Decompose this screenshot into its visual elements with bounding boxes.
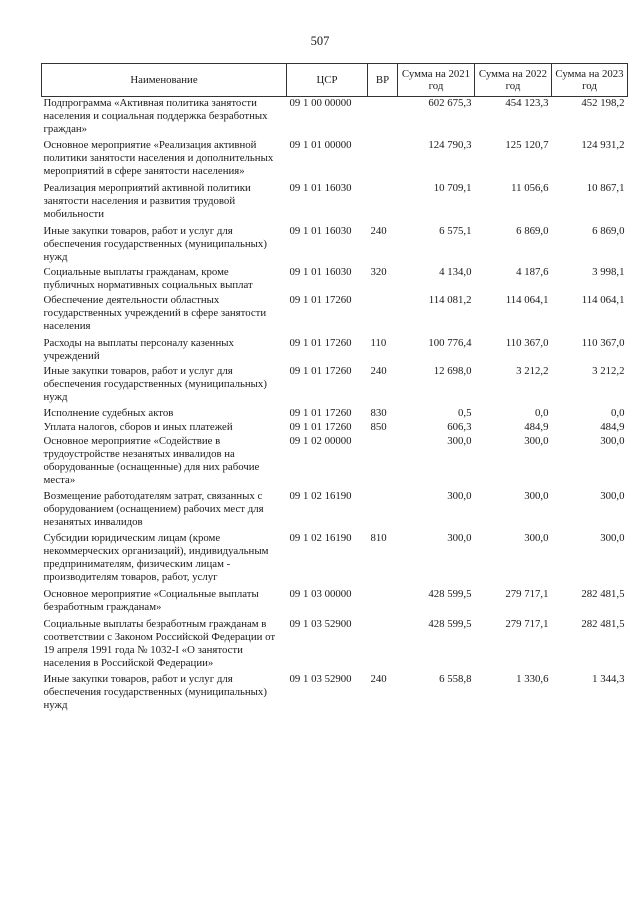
row-vr — [368, 588, 398, 618]
table-row — [42, 435, 628, 490]
row-amount-2022: 6 869,0 — [516, 225, 549, 237]
row-amount-2021: 114 081,2 — [428, 294, 472, 306]
row-amount-2023: 6 869,0 — [592, 225, 625, 237]
row-vr — [368, 490, 398, 532]
row-amount-2021: 12 698,0 — [433, 365, 472, 377]
table-row — [42, 97, 628, 140]
row-code: 09 1 00 00000 — [289, 97, 352, 109]
table-row — [42, 532, 628, 588]
row-code: 09 1 02 16190 — [289, 532, 352, 544]
row-name: Субсидии юридическим лицам (кроме некоммерческих организаций), индивидуальным предпринимателям, физическим лицам - производителям товаров, работ, услуг — [43, 532, 269, 583]
row-code: 09 1 01 17260 — [289, 407, 352, 419]
table-row — [42, 588, 628, 618]
row-vr — [368, 618, 398, 673]
row-amount-2023: 452 198,2 — [581, 97, 625, 109]
row-name: Возмещение работодателям затрат, связанных с оборудованием (оснащением) рабочих мест для незанятых инвалидов — [43, 490, 264, 528]
row-code: 09 1 01 16030 — [289, 182, 352, 194]
row-vr: 850 — [370, 421, 387, 433]
table-row — [42, 337, 628, 365]
row-amount-2021: 300,0 — [447, 435, 472, 447]
row-vr: 110 — [370, 337, 387, 349]
row-vr — [368, 97, 398, 140]
table-row — [42, 618, 628, 673]
row-amount-2021: 10 709,1 — [433, 182, 472, 194]
row-amount-2022: 0,0 — [535, 407, 549, 419]
row-amount-2022: 300,0 — [524, 490, 549, 502]
table-row — [42, 365, 628, 407]
row-amount-2023: 3 998,1 — [592, 266, 625, 278]
row-amount-2022: 11 056,6 — [511, 182, 549, 194]
row-code: 09 1 03 52900 — [289, 618, 352, 630]
row-code: 09 1 01 17260 — [289, 337, 352, 349]
row-amount-2022: 110 367,0 — [505, 337, 549, 349]
table-row — [42, 407, 628, 421]
row-name: Социальные выплаты безработным гражданам в соответствии с Законом Российской Федерации от 19 апреля 1991 года № 1032-I «О занятости населения в Российской Федерации» — [43, 618, 276, 669]
row-name: Иные закупки товаров, работ и услуг для обеспечения государственных (муниципальных) нужд — [43, 673, 267, 711]
row-amount-2021: 606,3 — [447, 421, 472, 433]
row-name: Расходы на выплаты персоналу казенных учреждений — [43, 337, 234, 362]
row-vr: 240 — [370, 673, 387, 685]
row-name: Иные закупки товаров, работ и услуг для обеспечения государственных (муниципальных) нужд — [43, 365, 267, 403]
row-amount-2023: 1 344,3 — [592, 673, 625, 685]
row-amount-2023: 484,9 — [600, 421, 625, 433]
row-code: 09 1 01 17260 — [289, 294, 352, 306]
row-amount-2021: 0,5 — [458, 407, 472, 419]
row-name: Основное мероприятие «Реализация активной политики занятости населения и дополнительных мероприятий в сфере занятости населения» — [43, 139, 274, 177]
row-amount-2021: 6 558,8 — [439, 673, 472, 685]
row-amount-2023: 110 367,0 — [581, 337, 625, 349]
row-amount-2021: 300,0 — [447, 532, 472, 544]
column-header-vr: ВР — [368, 64, 398, 97]
row-amount-2021: 428 599,5 — [428, 618, 472, 630]
column-header-2021: Сумма на 2021 год — [398, 64, 475, 97]
row-amount-2022: 279 717,1 — [505, 588, 549, 600]
row-name: Социальные выплаты гражданам, кроме публичных нормативных социальных выплат — [43, 266, 253, 291]
row-vr: 830 — [370, 407, 387, 419]
column-header-2022: Сумма на 2022 год — [475, 64, 552, 97]
row-amount-2021: 124 790,3 — [428, 139, 472, 151]
row-vr: 320 — [370, 266, 387, 278]
row-amount-2023: 10 867,1 — [586, 182, 625, 194]
row-amount-2023: 282 481,5 — [581, 618, 625, 630]
row-code: 09 1 02 16190 — [289, 490, 352, 502]
row-name: Основное мероприятие «Содействие в трудоустройстве незанятых инвалидов на оборудованные (оснащенные) для них рабочие места» — [43, 435, 260, 486]
table-row — [42, 225, 628, 266]
row-amount-2023: 114 064,1 — [581, 294, 625, 306]
row-code: 09 1 02 00000 — [289, 435, 352, 447]
table-row — [42, 266, 628, 294]
row-name: Уплата налогов, сборов и иных платежей — [43, 421, 233, 433]
row-amount-2022: 484,9 — [524, 421, 549, 433]
table-row — [42, 673, 628, 714]
row-amount-2021: 4 134,0 — [439, 266, 472, 278]
table-row — [42, 421, 628, 435]
row-amount-2023: 0,0 — [611, 407, 625, 419]
row-code: 09 1 01 16030 — [289, 266, 352, 278]
row-vr: 240 — [370, 225, 387, 237]
row-vr — [368, 182, 398, 225]
row-amount-2023: 3 212,2 — [592, 365, 625, 377]
row-amount-2022: 125 120,7 — [505, 139, 549, 151]
column-header-2023: Сумма на 2023 год — [552, 64, 628, 97]
row-vr: 240 — [370, 365, 387, 377]
row-amount-2022: 454 123,3 — [505, 97, 549, 109]
column-header-code: ЦСР — [287, 64, 368, 97]
row-amount-2023: 300,0 — [600, 435, 625, 447]
row-code: 09 1 01 16030 — [289, 225, 352, 237]
row-vr: 810 — [370, 532, 387, 544]
row-vr — [368, 435, 398, 490]
row-name: Основное мероприятие «Социальные выплаты безработным гражданам» — [43, 588, 259, 613]
row-amount-2023: 124 931,2 — [581, 139, 625, 151]
row-amount-2021: 6 575,1 — [439, 225, 472, 237]
row-code: 09 1 01 17260 — [289, 421, 352, 433]
row-amount-2022: 300,0 — [524, 532, 549, 544]
row-name: Обеспечение деятельности областных государственных учреждений в сфере занятости населения — [43, 294, 267, 332]
table-row — [42, 139, 628, 182]
column-header-name: Наименование — [42, 64, 287, 97]
row-code: 09 1 03 00000 — [289, 588, 352, 600]
row-code: 09 1 03 52900 — [289, 673, 352, 685]
budget-table — [41, 63, 628, 714]
row-vr — [368, 294, 398, 337]
row-amount-2023: 300,0 — [600, 532, 625, 544]
row-amount-2022: 114 064,1 — [505, 294, 549, 306]
row-code: 09 1 01 17260 — [289, 365, 352, 377]
row-code: 09 1 01 00000 — [289, 139, 352, 151]
row-amount-2022: 279 717,1 — [505, 618, 549, 630]
row-amount-2022: 1 330,6 — [516, 673, 549, 685]
row-amount-2023: 282 481,5 — [581, 588, 625, 600]
row-name: Иные закупки товаров, работ и услуг для обеспечения государственных (муниципальных) нужд — [43, 225, 267, 263]
row-amount-2022: 300,0 — [524, 435, 549, 447]
table-row — [42, 182, 628, 225]
row-name: Подпрограмма «Активная политика занятости населения и социальная поддержка безработных граждан» — [43, 97, 268, 135]
row-amount-2022: 3 212,2 — [516, 365, 549, 377]
row-amount-2021: 428 599,5 — [428, 588, 472, 600]
page-number: 507 — [310, 34, 330, 48]
row-amount-2021: 602 675,3 — [428, 97, 472, 109]
table-row — [42, 490, 628, 532]
row-amount-2021: 300,0 — [447, 490, 472, 502]
row-name: Исполнение судебных актов — [43, 407, 174, 419]
row-name: Реализация мероприятий активной политики занятости населения и развития трудовой мобильности — [43, 182, 251, 220]
table-body — [42, 97, 628, 715]
table-row — [42, 294, 628, 337]
row-amount-2023: 300,0 — [600, 490, 625, 502]
row-vr — [368, 139, 398, 182]
row-amount-2022: 4 187,6 — [516, 266, 549, 278]
table-header — [42, 64, 628, 97]
row-amount-2021: 100 776,4 — [428, 337, 472, 349]
